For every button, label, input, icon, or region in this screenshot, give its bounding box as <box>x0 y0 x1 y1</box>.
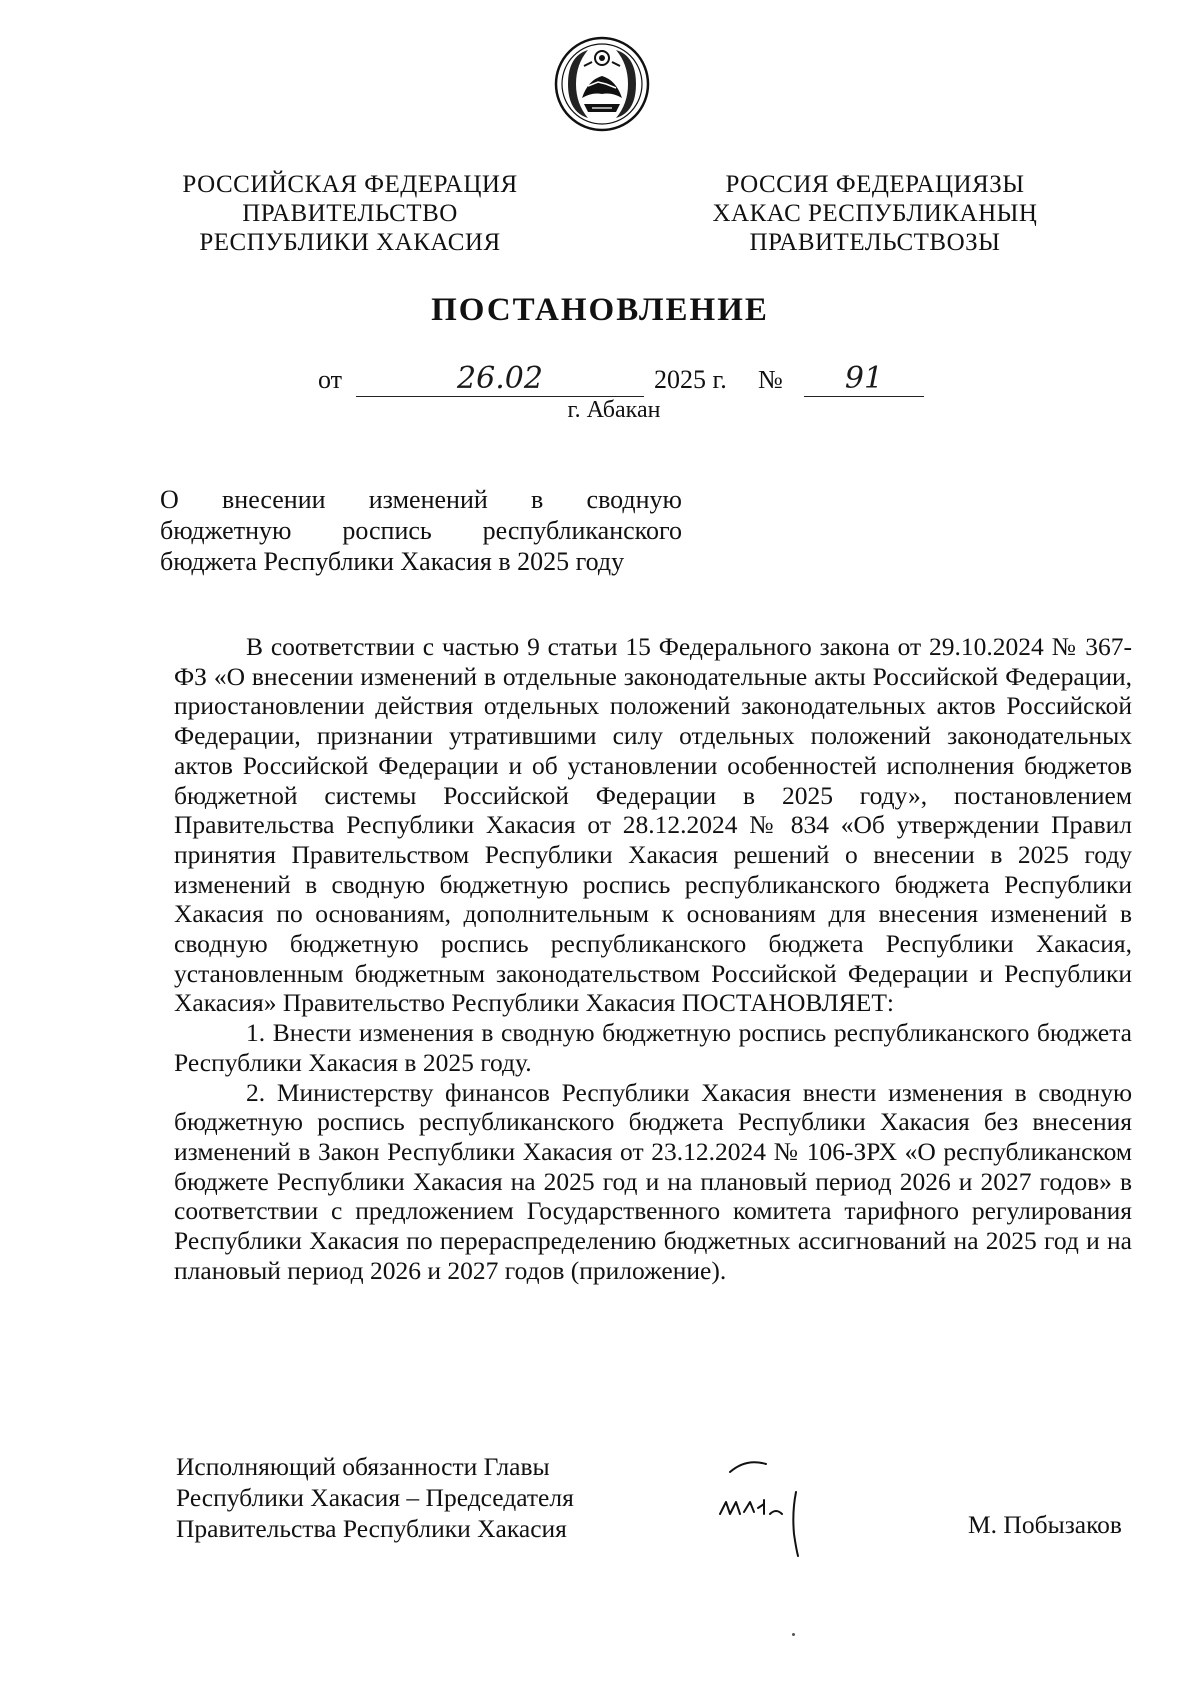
header-right <box>680 170 1070 257</box>
coat-of-arms-icon <box>554 36 650 132</box>
subject-line: О внесении изменений в сводную <box>160 485 682 514</box>
document-subject <box>160 484 682 577</box>
year-label: 2025 г. <box>654 365 727 394</box>
header-left-line: ПРАВИТЕЛЬСТВО <box>242 200 458 227</box>
number-sign: № <box>758 365 783 394</box>
body-paragraph: В соответствии с частью 9 статьи 15 Федерального закона от 29.10.2024 № 367-ФЗ «О внесении изменений в отдельные законодательные акты Российской Федерации, приостановлении действия отдельных положений законодательных актов Российской Федерации, признании утратившими силу отдельных положений законодательных актов Российской Федерации и об установлении особенностей исполнения бюджетов бюджетной системы Российской Федерации в 2025 году», постановлением Правительства Республики Хакасия от 28.12.2024 № 834 «Об утверждении Правил принятия Правительством Республики Хакасия решений о внесении в 2025 году изменений в сводную бюджетную роспись республиканского бюджета Республики Хакасия по основаниям, дополнительным к основаниям для внесения изменений в сводную бюджетную роспись республиканского бюджета Республики Хакасия, установленным бюджетным законодательством Российской Федерации и Республики Хакасия» Правительство Республики Хакасия ПОСТАНОВЛЯЕТ: <box>174 632 1132 1018</box>
header-left <box>150 170 550 257</box>
signatory-position-line: Республики Хакасия – Председателя <box>176 1483 574 1512</box>
subject-line: бюджетную роспись республиканского <box>160 516 682 545</box>
body-paragraph: 1. Внести изменения в сводную бюджетную роспись республиканского бюджета Республики Хакасия в 2025 году. <box>174 1018 1132 1077</box>
header-left-line: РОССИЙСКАЯ ФЕДЕРАЦИЯ <box>182 171 518 198</box>
city-label: г. Абакан <box>567 397 661 423</box>
header-right-line: ХАКАС РЕСПУБЛИКАНЫҢ <box>712 200 1038 227</box>
signatory-position-line: Правительства Республики Хакасия <box>176 1514 567 1543</box>
handwritten-signature <box>712 1452 862 1562</box>
signatory-position <box>176 1451 574 1544</box>
date-field: 26.02 <box>356 362 644 397</box>
signatory-position-line: Исполняющий обязанности Главы <box>176 1452 550 1481</box>
header-right-line: РОССИЯ ФЕДЕРАЦИЯЗЫ <box>725 171 1025 198</box>
header-left-line: РЕСПУБЛИКИ ХАКАСИЯ <box>199 229 501 256</box>
document-body <box>174 632 1132 1285</box>
document-title: ПОСТАНОВЛЕНИЕ <box>431 292 769 328</box>
header-right-line: ПРАВИТЕЛЬСТВОЗЫ <box>749 229 1001 256</box>
scan-speck <box>792 1633 795 1636</box>
number-field: 91 <box>804 362 924 397</box>
subject-line: бюджета Республики Хакасия в 2025 году <box>160 547 625 576</box>
date-prefix: от <box>318 365 343 394</box>
body-paragraph: 2. Министерству финансов Республики Хакасия внести изменения в сводную бюджетную роспись республиканского бюджета Республики Хакасия без внесения изменений в Закон Республики Хакасия от 23.12.2024 № 106-ЗРХ «О республиканском бюджете Республики Хакасия на 2025 год и на плановый период 2026 и 2027 годов» в соответствии с предложением Государственного комитета тарифного регулирования Республики Хакасия по перераспределению бюджетных ассигнований на 2025 год и на плановый период 2026 и 2027 годов (приложение). <box>174 1077 1132 1285</box>
signer-name: М. Побызаков <box>968 1510 1122 1539</box>
